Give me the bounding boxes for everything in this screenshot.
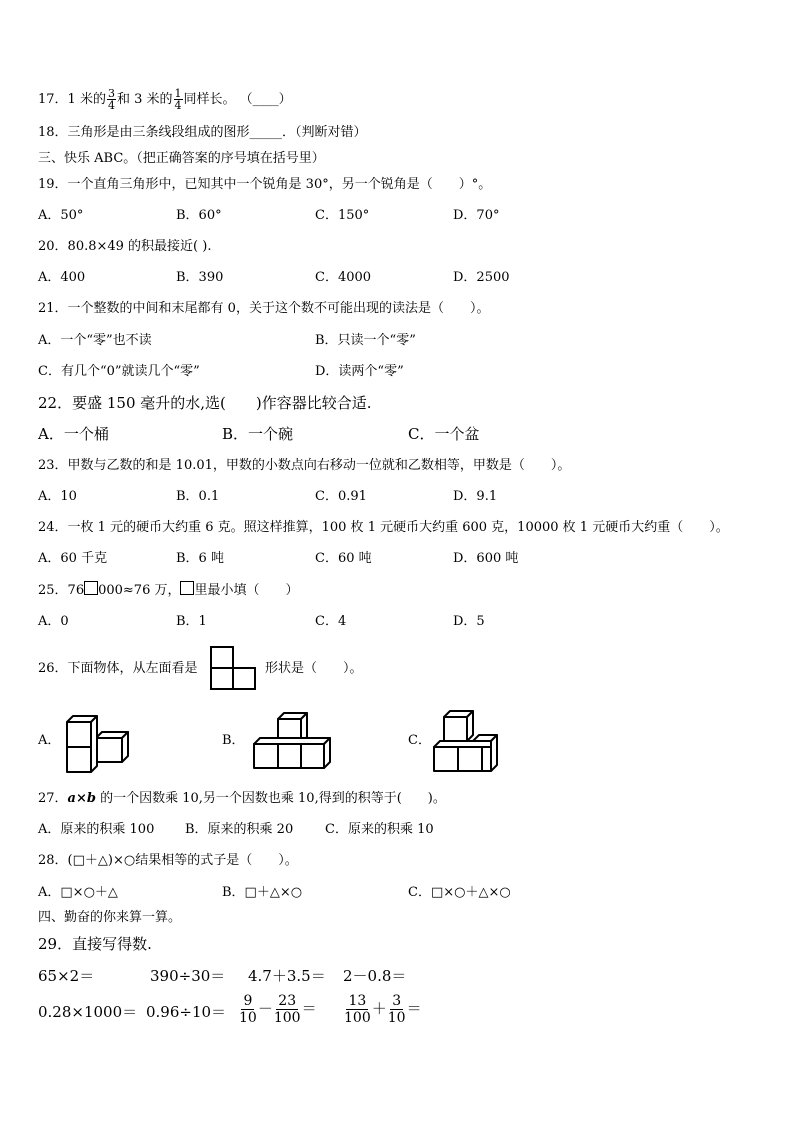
calc-item: 4.7＋3.5＝ <box>248 967 326 985</box>
section-3-heading: 三、快乐 ABC。（把正确答案的序号填在括号里） <box>38 151 325 166</box>
question-26-stem: 26．下面物体，从左面看是 <box>38 661 198 676</box>
calc-item: 0.96÷10＝ <box>146 1003 227 1021</box>
option-a[interactable]: A． <box>38 733 61 748</box>
option-a[interactable]: A．400 <box>38 270 86 285</box>
option-c[interactable]: C．60 吨 <box>315 551 372 566</box>
option-b[interactable]: B．一个碗 <box>222 425 294 443</box>
option-c[interactable]: C．一个盆 <box>408 425 480 443</box>
option-c[interactable]: C．4000 <box>315 270 372 285</box>
blank-square-icon <box>180 581 194 595</box>
option-b[interactable]: B．1 <box>176 614 207 629</box>
option-c[interactable]: C．0.91 <box>315 489 367 504</box>
option-b[interactable]: B．只读一个“零” <box>315 333 416 348</box>
fraction: $\frac{3}{4}$ <box>107 87 115 112</box>
option-b[interactable]: B．0.1 <box>176 489 220 504</box>
option-a[interactable]: A．50° <box>38 208 84 223</box>
calc-item-fraction: $\frac{13}{100}$ ＋ $\frac{3}{10}$ ＝ <box>344 993 422 1026</box>
option-c[interactable]: C．有几个“0”就读几个“零” <box>38 364 200 379</box>
option-c[interactable]: C．4 <box>315 614 347 629</box>
question-18: 18．三角形是由三条线段组成的图形_____．（判断对错） <box>38 125 367 140</box>
option-d[interactable]: D．9.1 <box>453 489 498 504</box>
question-22: 22．要盛 150 毫升的水,选( )作容器比较合适. <box>38 394 372 412</box>
option-c[interactable]: C． <box>408 733 431 748</box>
option-b[interactable]: B．60° <box>176 208 222 223</box>
option-d[interactable]: D．5 <box>453 614 485 629</box>
section-4-heading: 四、勤奋的你来算一算。 <box>38 910 182 925</box>
option-a[interactable]: A．一个“零”也不读 <box>38 333 152 348</box>
left-view-figure <box>208 645 258 691</box>
option-a[interactable]: A．一个桶 <box>38 425 109 443</box>
calc-item: 2－0.8＝ <box>343 967 407 985</box>
option-b[interactable]: B．6 吨 <box>176 551 224 566</box>
question-27: 27．a×b 的一个因数乘 10,另一个因数也乘 10,得到的积等于( )。 <box>38 791 446 806</box>
option-c[interactable]: C．原来的积乘 10 <box>325 822 434 837</box>
option-a[interactable]: A．□×○＋△ <box>38 885 118 900</box>
question-25: 25．76 000≈76 万， 里最小填（ ） <box>38 583 299 598</box>
option-d[interactable]: D．600 吨 <box>453 551 519 566</box>
fraction: $\frac{1}{4}$ <box>174 87 182 112</box>
option-d[interactable]: D．读两个“零” <box>315 364 404 379</box>
option-b[interactable]: B．□＋△×○ <box>222 885 303 900</box>
option-c[interactable]: C．□×○＋△×○ <box>408 885 511 900</box>
question-17: 17．1 米的 $\frac{3}{4}$ 和 3 米的 $\frac{1}{4}$ 同样长。 （____） <box>38 87 292 112</box>
question-20: 20．80.8×49 的积最接近( ). <box>38 239 212 254</box>
option-a[interactable]: A．0 <box>38 614 69 629</box>
question-28: 28．(□＋△)×○结果相等的式子是（ ）。 <box>38 853 298 868</box>
question-21: 21．一个整数的中间和末尾都有 0，关于这个数不可能出现的读法是（ ）。 <box>38 301 490 316</box>
option-a[interactable]: A．10 <box>38 489 77 504</box>
calc-item-fraction: $\frac{9}{10}$ － $\frac{23}{100}$ ＝ <box>239 993 317 1026</box>
option-b[interactable]: B． <box>222 733 245 748</box>
question-24: 24．一枚 1 元的硬币大约重 6 克。照这样推算，100 枚 1 元硬币大约重 600 克，10000 枚 1 元硬币大约重（ ）。 <box>38 520 729 535</box>
option-b[interactable]: B．原来的积乘 20 <box>185 822 294 837</box>
calc-item: 0.28×1000＝ <box>38 1003 138 1021</box>
option-a[interactable]: A．60 千克 <box>38 551 108 566</box>
calc-item: 390÷30＝ <box>150 967 226 985</box>
question-29: 29．直接写得数. <box>38 935 152 953</box>
option-b-cubes-figure[interactable] <box>250 710 334 772</box>
blank-square-icon <box>84 581 98 595</box>
option-a-cubes-figure[interactable] <box>60 712 132 774</box>
question-23: 23．甲数与乙数的和是 10.01，甲数的小数点向右移动一位就和乙数相等，甲数是（ ）。 <box>38 458 571 473</box>
option-d[interactable]: D．2500 <box>453 270 510 285</box>
option-c-cubes-figure[interactable] <box>430 708 502 776</box>
calc-item: 65×2＝ <box>38 967 95 985</box>
option-b[interactable]: B．390 <box>176 270 224 285</box>
option-a[interactable]: A．原来的积乘 100 <box>38 822 155 837</box>
option-c[interactable]: C．150° <box>315 208 370 223</box>
question-26-stem-end: 形状是（ ）。 <box>265 661 363 676</box>
question-19: 19．一个直角三角形中，已知其中一个锐角是 30°，另一个锐角是（ ）°。 <box>38 177 492 192</box>
option-d[interactable]: D．70° <box>453 208 500 223</box>
